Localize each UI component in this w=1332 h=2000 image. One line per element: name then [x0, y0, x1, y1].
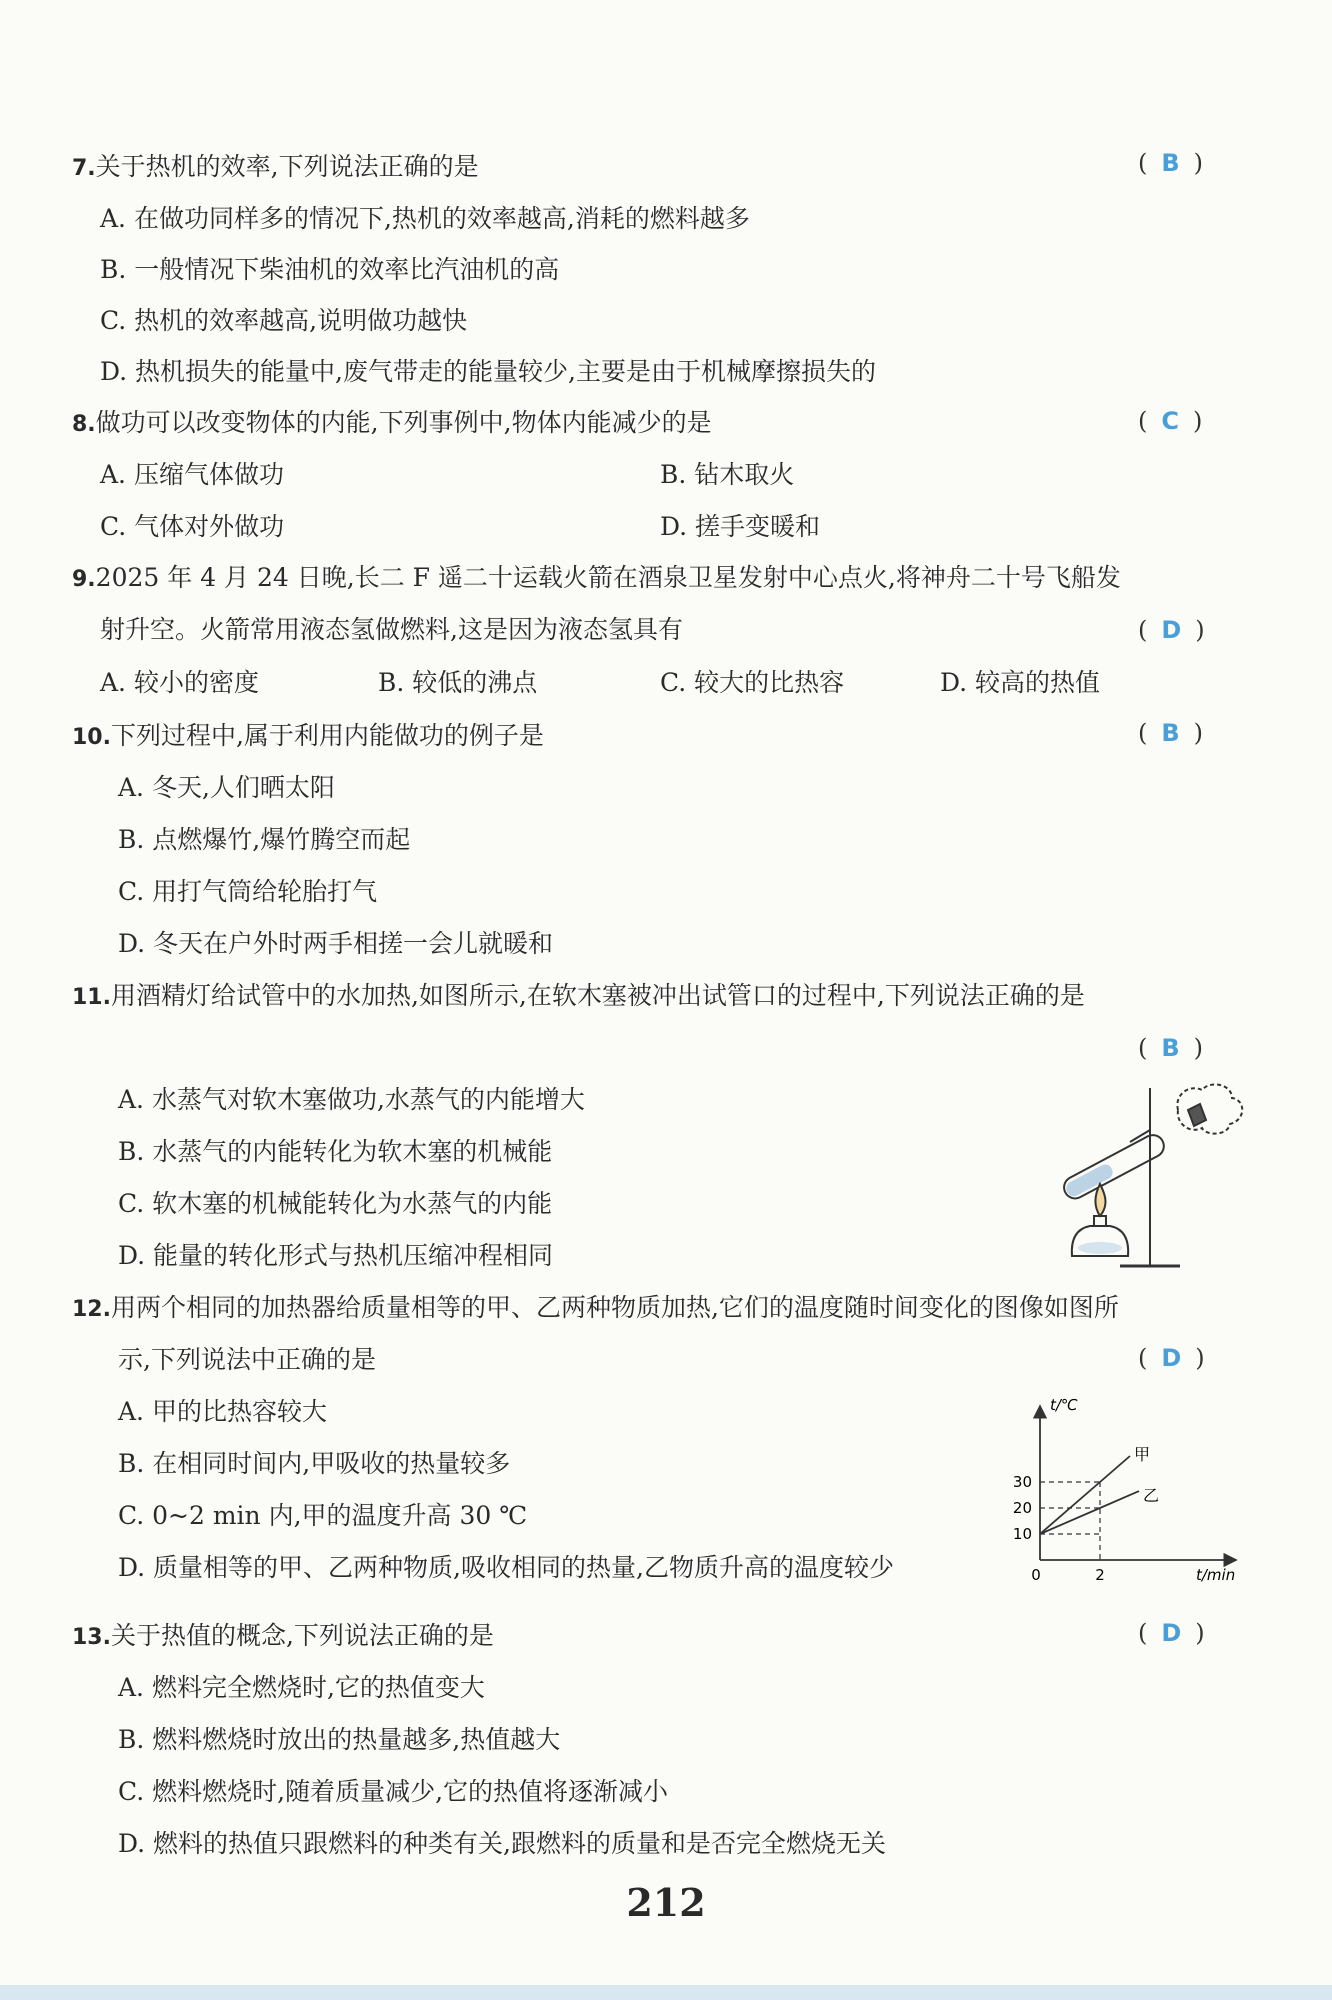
question-stem: 关于热机的效率,下列说法正确的是 [95, 152, 479, 181]
question-stem: 用两个相同的加热器给质量相等的甲、乙两种物质加热,它们的温度随时间变化的图像如图所 [110, 1293, 1119, 1322]
question-stem-continued: 示,下列说法中正确的是 [118, 1345, 376, 1374]
temperature-time-chart [1000, 1390, 1250, 1590]
option-b: B. 燃料燃烧时放出的热量越多,热值越大 [118, 1725, 561, 1754]
origin-label: 0 [1031, 1566, 1041, 1584]
option-b: B. 水蒸气的内能转化为软木塞的机械能 [118, 1137, 553, 1166]
option-c: C. 热机的效率越高,说明做功越快 [100, 306, 468, 335]
option-d: D. 冬天在户外时两手相搓一会儿就暖和 [118, 929, 554, 958]
option-d: D. 质量相等的甲、乙两种物质,吸收相同的热量,乙物质升高的温度较少 [118, 1553, 894, 1582]
series-line-jia [1040, 1456, 1130, 1534]
option-d: D. 热机损失的能量中,废气带走的能量较少,主要是由于机械摩擦损失的 [100, 357, 876, 386]
answer-bracket-13: ( D ) [1138, 1619, 1205, 1647]
question-number: 13. [72, 1625, 111, 1650]
answer-letter: B [1161, 719, 1180, 747]
option-d: D. 能量的转化形式与热机压缩冲程相同 [118, 1241, 554, 1270]
question-number: 11. [72, 985, 111, 1010]
question-stem: 下列过程中,属于利用内能做功的例子是 [110, 721, 544, 750]
option-c: C. 燃料燃烧时,随着质量减少,它的热值将逐渐减小 [118, 1777, 669, 1806]
x-tick-label: 2 [1095, 1566, 1105, 1584]
question-stem: 关于热值的概念,下列说法正确的是 [110, 1621, 494, 1650]
option-a: A. 较小的密度 [100, 668, 259, 697]
question-stem: 用酒精灯给试管中的水加热,如图所示,在软木塞被冲出试管口的过程中,下列说法正确的是 [110, 981, 1085, 1010]
y-tick-label: 30 [1012, 1473, 1032, 1491]
answer-bracket-11: ( B ) [1138, 1034, 1204, 1062]
question-stem: 2025 年 4 月 24 日晚,长二 F 遥二十运载火箭在酒泉卫星发射中心点火,将神舟二十号飞船发 [95, 563, 1121, 592]
answer-letter: D [1161, 1619, 1182, 1647]
option-a: A. 压缩气体做功 [100, 460, 284, 489]
question-stem: 做功可以改变物体的内能,下列事例中,物体内能减少的是 [95, 408, 712, 437]
answer-letter: C [1161, 407, 1179, 435]
option-c: C. 0~2 min 内,甲的温度升高 30 ℃ [118, 1501, 528, 1530]
x-axis-label: t/min [1196, 1566, 1236, 1584]
answer-bracket-10: ( B ) [1138, 719, 1204, 747]
option-c: C. 用打气筒给轮胎打气 [118, 877, 378, 906]
option-b: B. 点燃爆竹,爆竹腾空而起 [118, 825, 411, 854]
question-9 [72, 561, 1121, 597]
question-number: 7. [72, 156, 96, 181]
option-a: A. 冬天,人们晒太阳 [118, 773, 335, 802]
steam-cloud [1177, 1084, 1242, 1133]
option-c: C. 软木塞的机械能转化为水蒸气的内能 [118, 1189, 553, 1218]
option-a: A. 甲的比热容较大 [118, 1397, 327, 1426]
question-12 [72, 1291, 1119, 1327]
question-number: 8. [72, 412, 96, 437]
series-label-jia: 甲 [1134, 1445, 1151, 1464]
option-d: D. 燃料的热值只跟燃料的种类有关,跟燃料的质量和是否完全燃烧无关 [118, 1829, 886, 1858]
option-c: C. 气体对外做功 [100, 512, 285, 541]
answer-bracket-12: ( D ) [1138, 1344, 1205, 1372]
y-tick-label: 10 [1012, 1525, 1032, 1543]
option-a: A. 在做功同样多的情况下,热机的效率越高,消耗的燃料越多 [100, 204, 750, 233]
question-11 [72, 979, 1085, 1015]
question-7 [72, 150, 479, 186]
question-number: 12. [72, 1297, 111, 1322]
answer-letter: D [1161, 1344, 1182, 1372]
option-c: C. 较大的比热容 [660, 668, 845, 697]
y-tick-label: 20 [1012, 1499, 1032, 1517]
question-number: 10. [72, 725, 111, 750]
option-a: A. 燃料完全燃烧时,它的热值变大 [118, 1673, 485, 1702]
question-stem-continued: 射升空。火箭常用液态氢做燃料,这是因为液态氢具有 [100, 615, 683, 644]
answer-bracket-9: ( D ) [1138, 616, 1205, 644]
test-tube-apparatus-illustration [1050, 1080, 1250, 1280]
answer-letter: B [1161, 1034, 1180, 1062]
option-b: B. 一般情况下柴油机的效率比汽油机的高 [100, 255, 560, 284]
series-label-yi: 乙 [1143, 1486, 1160, 1506]
question-8 [72, 406, 712, 442]
lamp-fuel [1078, 1242, 1122, 1254]
answer-letter: B [1161, 149, 1180, 177]
test-tube [1060, 1131, 1167, 1202]
option-d: D. 较高的热值 [940, 668, 1101, 697]
bottom-band [0, 1985, 1332, 2000]
y-axis-label: t/℃ [1050, 1396, 1078, 1414]
answer-letter: D [1161, 616, 1182, 644]
answer-bracket-7: ( B ) [1138, 149, 1204, 177]
option-b: B. 较低的沸点 [378, 668, 538, 697]
flame [1095, 1184, 1105, 1216]
question-10 [72, 719, 544, 755]
option-b: B. 钻木取火 [660, 460, 795, 489]
cork [1188, 1104, 1206, 1126]
question-number: 9. [72, 567, 96, 592]
option-b: B. 在相同时间内,甲吸收的热量较多 [118, 1449, 511, 1478]
question-13 [72, 1619, 494, 1655]
answer-bracket-8: ( C ) [1138, 407, 1203, 435]
option-a: A. 水蒸气对软木塞做功,水蒸气的内能增大 [118, 1085, 585, 1114]
page-number: 212 [626, 1880, 706, 1925]
series-line-yi [1040, 1491, 1139, 1534]
option-d: D. 搓手变暖和 [660, 512, 821, 541]
